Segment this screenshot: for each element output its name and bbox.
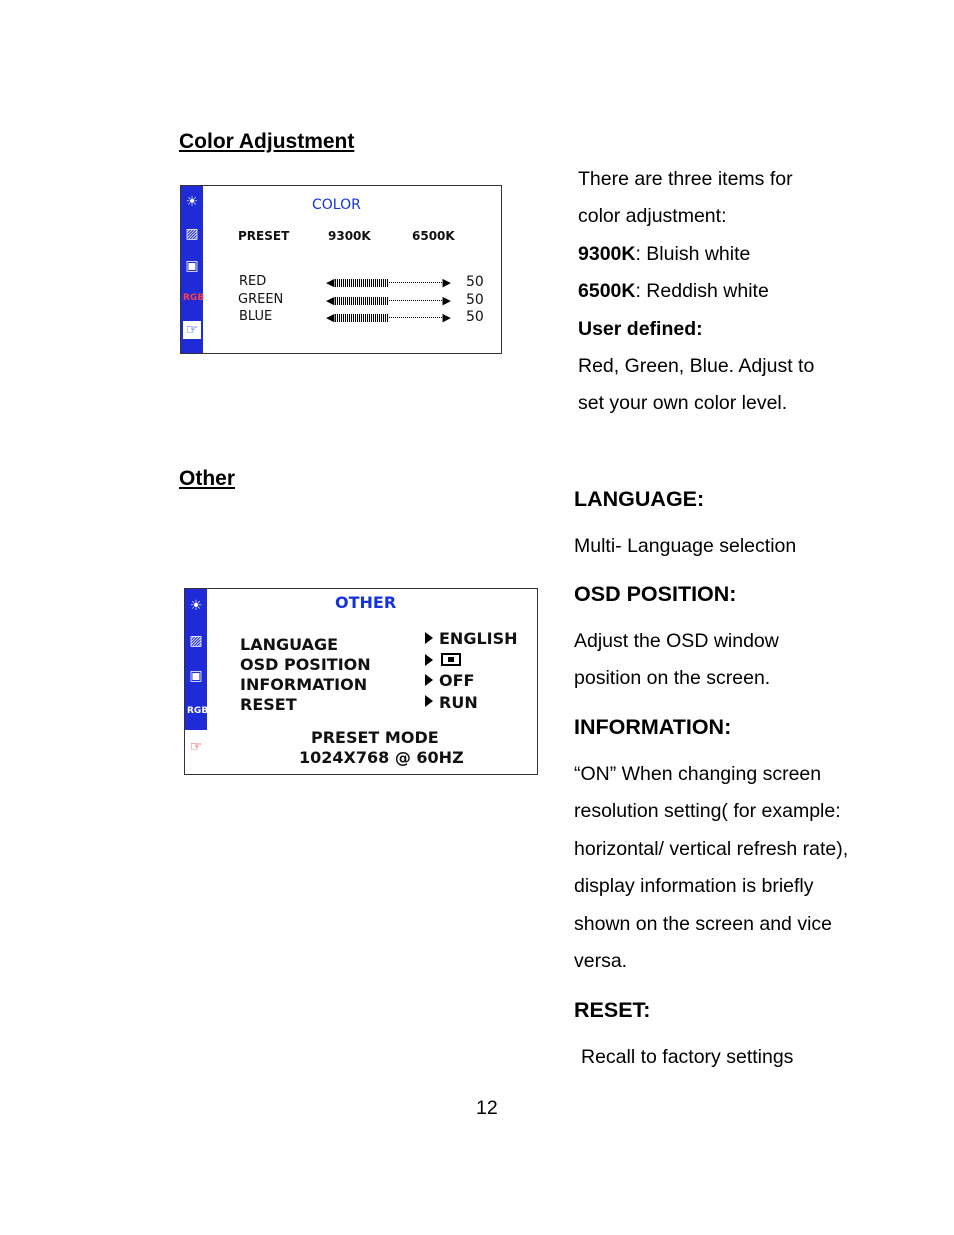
color-osd-screenshot xyxy=(180,185,502,354)
reset-value: RUN xyxy=(439,693,478,712)
green-label: GREEN xyxy=(238,292,284,307)
preset-9300k: 9300K xyxy=(328,229,371,243)
other-title: Other xyxy=(179,467,236,490)
desc-line: color adjustment: xyxy=(578,205,727,228)
desc-user-defined: User defined: xyxy=(578,317,703,340)
text-line: shown on the screen and vice xyxy=(574,912,832,935)
preset-mode-label: PRESET MODE xyxy=(311,728,439,747)
red-label: RED xyxy=(239,274,267,289)
language-item: LANGUAGE xyxy=(240,635,339,654)
resolution-readout: 1024X768 @ 60HZ xyxy=(299,748,464,767)
desc-6500k-text: : Reddish white xyxy=(635,280,769,303)
language-text: Multi- Language selection xyxy=(574,535,797,557)
desc-line: set your own color level. xyxy=(578,392,788,415)
desc-9300k-text: : Bluish white xyxy=(635,242,751,265)
brightness-icon: ☀ xyxy=(189,598,203,614)
text-line: “ON” When changing screen xyxy=(574,763,822,785)
color-adjustment-title: Color Adjustment xyxy=(179,130,355,153)
language-heading: LANGUAGE: xyxy=(574,487,705,511)
text-line: resolution setting( for example: xyxy=(574,800,841,823)
desc-line: There are three items for xyxy=(578,168,793,190)
osd-position-heading: OSD POSITION: xyxy=(574,582,737,606)
hand-pointer-icon: ☞ xyxy=(189,739,203,755)
preset-label: PRESET xyxy=(238,229,290,243)
hand-pointer-icon: ☞ xyxy=(183,321,201,339)
arrow-right-icon xyxy=(425,674,433,686)
green-slider: ◀ ▶ xyxy=(326,294,451,307)
text-line: Adjust the OSD window xyxy=(574,630,779,652)
desc-9300k xyxy=(578,236,878,273)
rgb-icon: RGB xyxy=(187,706,209,716)
desc-line: Red, Green, Blue. Adjust to xyxy=(578,355,815,378)
arrow-right-icon xyxy=(425,654,433,666)
desc-6500k xyxy=(578,273,878,310)
reset-item: RESET xyxy=(240,695,297,714)
osd-sidebar xyxy=(185,589,207,730)
reset-heading: RESET: xyxy=(574,998,651,1022)
blue-value: 50 xyxy=(466,309,484,325)
information-item: INFORMATION xyxy=(240,675,368,694)
blue-label: BLUE xyxy=(239,309,273,324)
page-number: 12 xyxy=(476,1097,498,1119)
osd-position-icon xyxy=(441,653,461,666)
blue-slider: ◀ ▶ xyxy=(326,311,451,324)
text-line: horizontal/ vertical refresh rate), xyxy=(574,837,849,860)
red-slider: ◀ ▶ xyxy=(326,276,451,289)
other-osd-title: OTHER xyxy=(335,593,397,612)
image-icon: ▣ xyxy=(185,258,199,274)
geometry-icon: ▨ xyxy=(185,226,199,242)
information-value: OFF xyxy=(439,671,475,690)
reset-text: Recall to factory settings xyxy=(581,1046,794,1068)
text-line: versa. xyxy=(574,950,628,973)
osd-sidebar xyxy=(181,186,203,353)
arrow-right-icon xyxy=(425,632,433,644)
information-heading: INFORMATION: xyxy=(574,715,732,739)
preset-6500k: 6500K xyxy=(412,229,455,243)
text-line: display information is briefly xyxy=(574,875,814,898)
language-value: ENGLISH xyxy=(439,629,518,648)
osd-position-item: OSD POSITION xyxy=(240,655,371,674)
geometry-icon: ▨ xyxy=(189,633,203,649)
text-line: position on the screen. xyxy=(574,667,771,690)
osd-position-text xyxy=(574,623,779,698)
image-icon: ▣ xyxy=(189,668,203,684)
rgb-icon: RGB xyxy=(183,293,205,303)
arrow-right-icon xyxy=(425,695,433,707)
color-osd-title: COLOR xyxy=(312,197,361,213)
color-description xyxy=(578,161,878,423)
red-value: 50 xyxy=(466,274,484,290)
other-osd-screenshot xyxy=(184,588,538,775)
brightness-icon: ☀ xyxy=(185,194,199,210)
information-text xyxy=(574,756,894,980)
desc-9300k-bold: 9300K xyxy=(578,242,636,265)
desc-6500k-bold: 6500K xyxy=(578,280,636,303)
green-value: 50 xyxy=(466,292,484,308)
